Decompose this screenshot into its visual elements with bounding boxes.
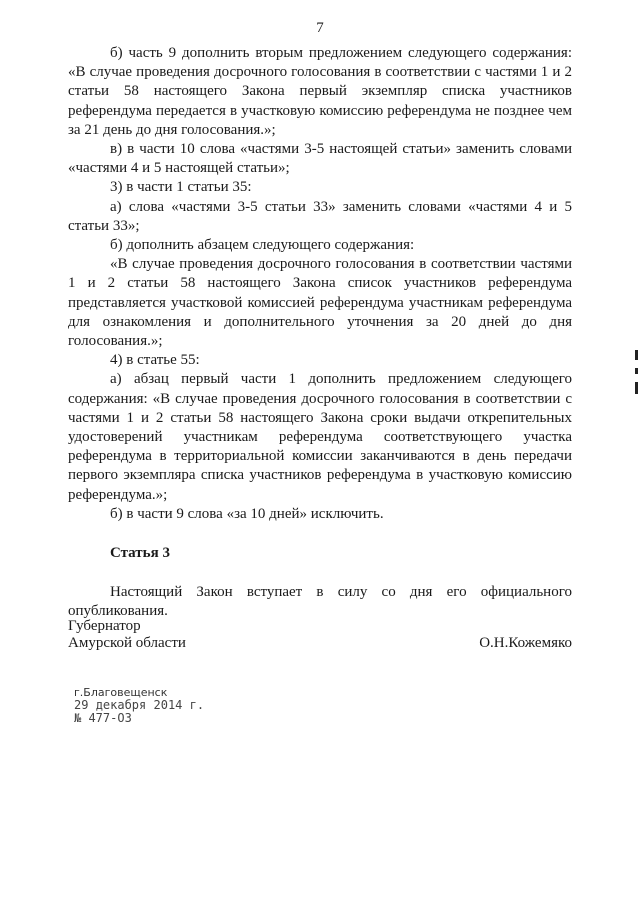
paragraph: а) абзац первый части 1 дополнить предложением следующего содержания: «В случае проведения досрочного голосования в соответствии с частями 1 и 2 статьи 58 настоящего Закона сроки выдачи открепительных удостоверений участникам референдума соответствующего участка референдума в территориальной комиссии заканчиваются в день передачи первого экземпляра списка участников референдума в участковую комиссию референдума.»; (68, 371, 572, 503)
paragraph: б) дополнить абзацем следующего содержания: (110, 237, 415, 254)
paragraph: б) часть 9 дополнить вторым предложением следующего содержания: «В случае проведения досрочного голосования в соответствии с частями 1 и 2 статьи 58 настоящего Закона первый экземпляр списка участников референдума передается в участковую комиссию референдума не позднее чем за 21 день до дня голосования.»; (68, 45, 572, 138)
date-month: декабря (95, 698, 147, 712)
signature-block (68, 618, 572, 652)
article-text: Настоящий Закон вступает в силу со дня его официального опубликования. (68, 584, 572, 620)
document-metadata (74, 686, 204, 725)
paragraph: 4) в статье 55: (110, 352, 200, 369)
paragraph: б) в части 9 слова «за 10 дней» исключить. (110, 505, 384, 522)
article-heading: Статья 3 (110, 545, 170, 562)
date-day: 29 (74, 698, 89, 712)
signature-title-line1: Губернатор (68, 618, 141, 634)
document-body (68, 44, 572, 622)
paragraph: 3) в части 1 статьи 35: (110, 179, 252, 196)
signature-title-line2: Амурской области (68, 635, 186, 651)
document-number: № 477-ОЗ (74, 711, 132, 725)
paragraph: «В случае проведения досрочного голосования в соответствии частями 1 и 2 статьи 58 настоящего Закона список участников референдума представляется участковой комиссией референдума участникам референдума для ознакомления и дополнительного уточнения за 20 дней до дня голосования.»; (68, 256, 572, 350)
paragraph: в) в части 10 слова «частями 3-5 настоящей статьи» заменить словами «частями 4 и 5 настоящей статьи»; (68, 141, 572, 177)
scan-margin-marks (635, 350, 638, 402)
date-year: 2014 г. (153, 698, 205, 712)
city-label: г.Благовещенск (74, 686, 168, 699)
signatory-name: О.Н.Кожемяко (479, 635, 572, 651)
paragraph: а) слова «частями 3-5 статьи 33» заменить словами «частями 4 и 5 статьи 33»; (68, 198, 572, 234)
page-number: 7 (316, 20, 324, 36)
